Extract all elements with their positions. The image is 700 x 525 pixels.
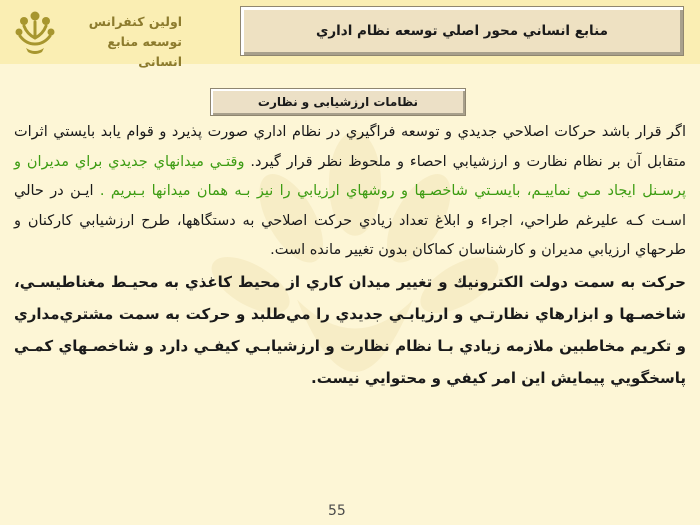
slide-title: منابع انساني محور اصلي توسعه نظام اداري bbox=[316, 23, 608, 39]
logo-line-1: اولین کنفرانس bbox=[88, 14, 182, 29]
paragraph-2: حركت به سمت دولت الكترونيك و تغيير ميدان كاري از محيط كاغذي به محيـط مغناطيسـي، شاخصـها و ابزارهاي نظارتـي و ارزيابـي جديدي را مي‌طلبد و حركت به سمت مشتري‌مداري و تكريم مخاطبين ملازمه زيادي بـا نظام نظارت و ارزشيابـي كيفـي دارد و شاخصـهاي كمـي پاسخگويي پيمايش اين امر كيفي و محتوايي نيست. bbox=[14, 272, 686, 387]
paragraph-1 bbox=[14, 118, 686, 266]
section-heading-box bbox=[210, 88, 466, 116]
slide-title-box bbox=[240, 6, 684, 56]
paragraph-1-conclusion: ايـن در حالي اسـت كـه عليرغم طراحي، اجراء و ابلاغ تعداد زيادي حركت اصلاحي به دستگاهها، طرح ارزشيابي كاركنان و طرحهاي ارزيابي مديران و كارشناسان كماكان بدون تغيير مانده است. bbox=[14, 183, 686, 258]
slide-body bbox=[14, 118, 686, 394]
paragraph-1-highlight: وقتـي ميدانهاي جديدي براي مديران و پرسـنل ايجاد مـي نماييـم، بايسـتي شاخصـها و روشهاي ارزيابي را نيز بـه همان ميدانها بـبريم . bbox=[14, 153, 686, 199]
paragraph-1-intro: اگر قرار باشد حركات اصلاحي جديدي و توسعه فراگيري در نظام اداري صورت پذيرد و قوام يابد بايستي اثرات متقابل آن بر نظام نظارت و ارزشيابي احصاء و ملحوظ نظر قرار گيرد. bbox=[14, 124, 687, 170]
conference-logo-text bbox=[62, 12, 182, 72]
section-heading: نظامات ارزشيابی و نظارت bbox=[257, 95, 419, 109]
conference-logo-icon bbox=[14, 10, 56, 54]
logo-line-2: توسعه منابع انسانی bbox=[107, 34, 182, 69]
page-number: 55 bbox=[328, 503, 346, 519]
